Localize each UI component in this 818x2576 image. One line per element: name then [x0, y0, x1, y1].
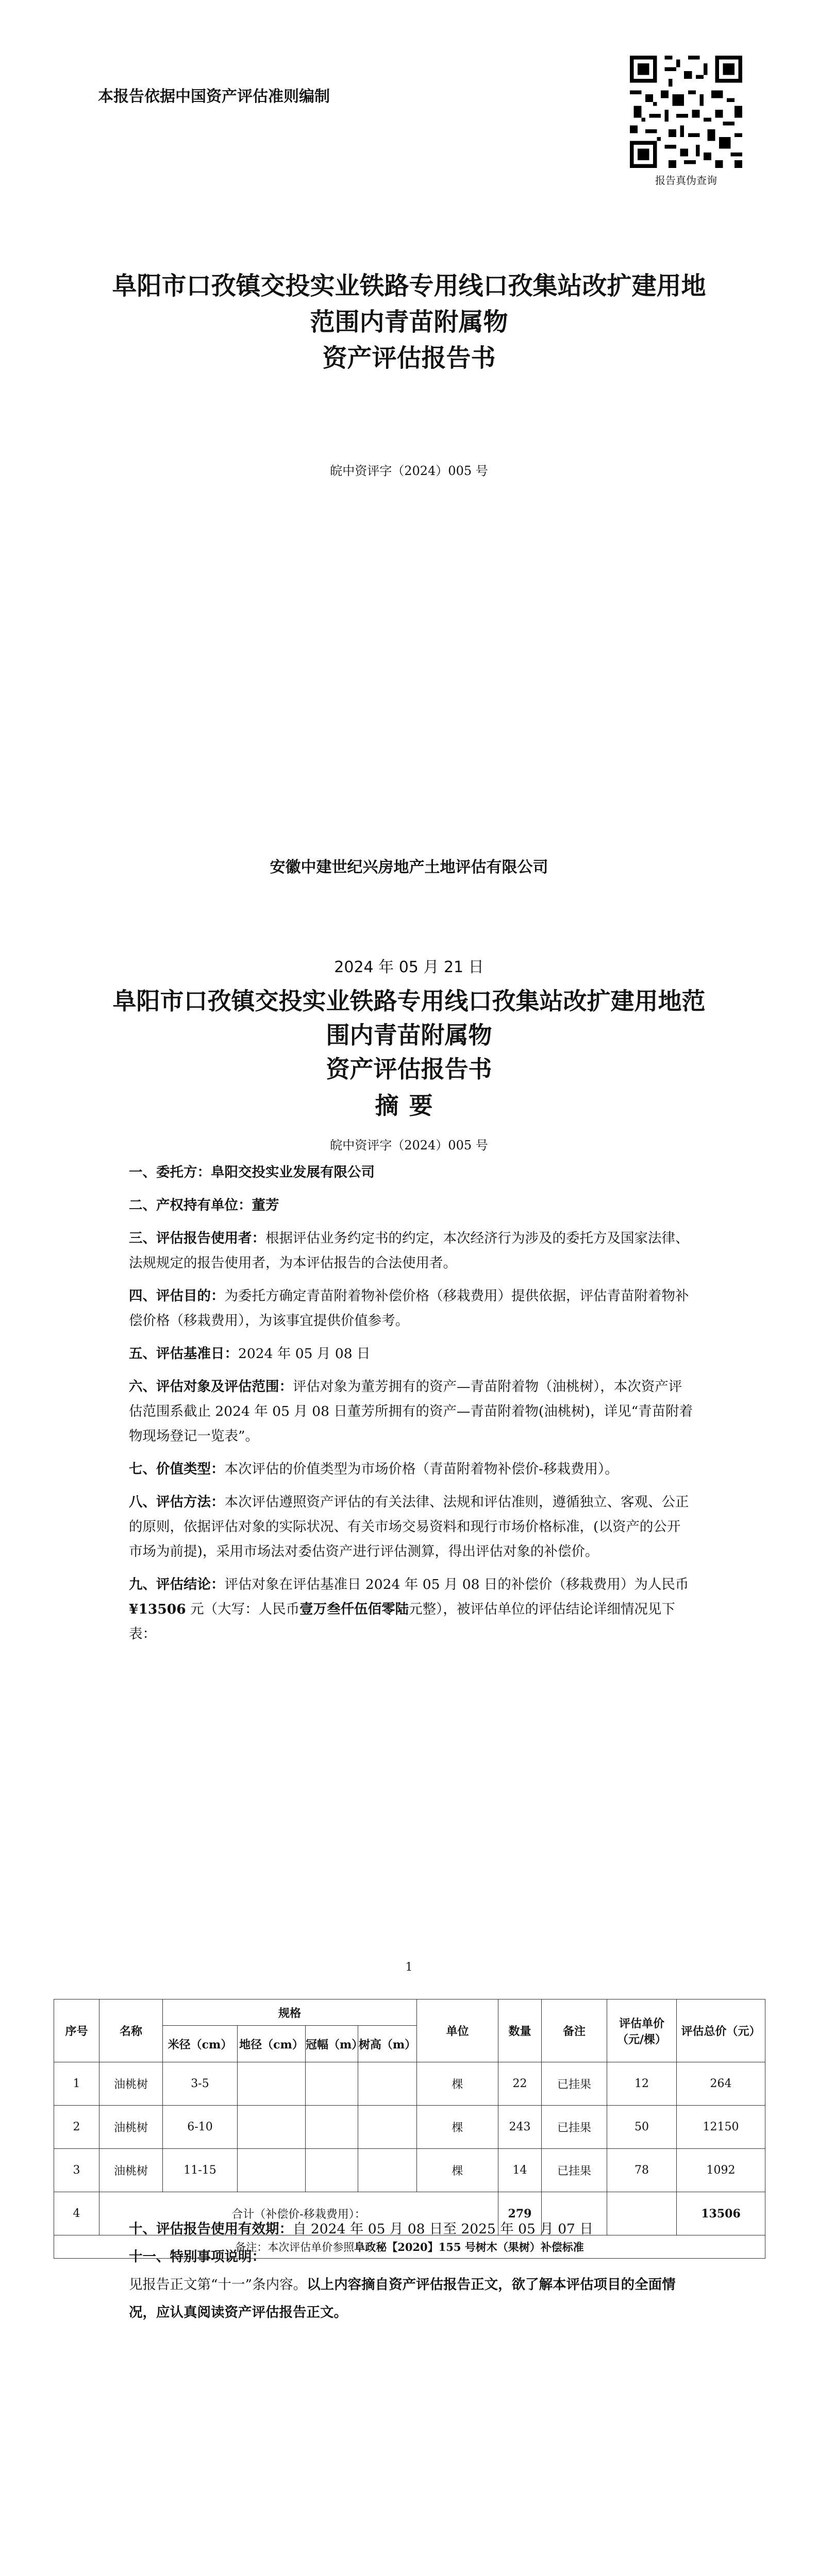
total-label: 合计（补偿价-移栽费用）：: [99, 2192, 498, 2235]
col-header-spec: 规格: [163, 1999, 417, 2026]
qr-code-graphic: [630, 56, 742, 168]
summary-item-base-date: 五、评估基准日：2024 年 05 月 08 日: [129, 1346, 371, 1362]
summary-item-special-notes: 十一、特别事项说明：: [129, 2249, 265, 2265]
report-date: 2024 年 05 月 21 日: [334, 958, 484, 976]
qr-code-icon[interactable]: [630, 56, 742, 168]
total-amount: 13506: [677, 2192, 765, 2235]
col-header-unit: 单位: [417, 1999, 498, 2062]
cover-title-line: 范围内青苗附属物: [310, 308, 508, 336]
summary-title: [0, 984, 818, 1086]
table-row: 3 油桃树 11-15 棵 14 已挂果 78 1092: [54, 2149, 765, 2192]
col-header-dbh: 米径（cm）: [163, 2026, 238, 2062]
col-header-crown: 冠幅（m）: [306, 2026, 358, 2062]
cover-doc-number: 皖中资评字（2024）005 号: [330, 464, 488, 478]
summary-item-scope: 六、评估对象及评估范围：评估对象为董芳拥有的资产—青苗附着物（油桃树），本次资产评估范围系截止 2024 年 05 月 08 日董芳所拥有的资产—青苗附着物(油桃树)，详见“青苗附着物现场登记一览表”。: [129, 1379, 693, 1444]
summary-title-line: 资产评估报告书: [326, 1055, 492, 1083]
table-note: 备注：本次评估单价参照阜政秘【2020】155 号树木（果树）补偿标准: [54, 2235, 765, 2259]
abstract-heading: 摘要: [375, 1092, 443, 1120]
col-header-unit-price: 评估单价（元/棵）: [607, 1999, 677, 2062]
summary-title-line: 围内青苗附属物: [326, 1021, 492, 1049]
summary-item-users: 三、评估报告使用者：根据评估业务约定书的约定，本次经济行为涉及的委托方及国家法律、法规规定的报告使用者，为本评估报告的合法使用者。: [129, 1230, 689, 1271]
col-header-no: 序号: [54, 1999, 99, 2062]
summary-body: [129, 1160, 694, 1655]
summary-item-method: 八、评估方法：本次评估遵照资产评估的有关法律、法规和评估准则，遵循独立、客观、公正的原则，依据评估对象的实际状况、有关市场交易资料和现行市场价格标准，(以资产的公开市场为前提)，采用市场法对委估资产进行评估测算，得出评估对象的补偿价。: [129, 1494, 689, 1560]
total-quantity: 279: [498, 2192, 542, 2235]
report-basis-header: 本报告依据中国资产评估准则编制: [98, 88, 330, 106]
col-header-height: 树高（m）: [358, 2026, 417, 2062]
summary-doc-number: 皖中资评字（2024）005 号: [330, 1138, 488, 1153]
summary-item-validity: 十、评估报告使用有效期：自 2024 年 05 月 08 日至 2025 年 05 月 07 日: [129, 2221, 593, 2237]
summary-item-value-type: 七、价值类型：本次评估的价值类型为市场价格（青苗附着物补偿价-移栽费用）。: [129, 1461, 619, 1477]
cover-title-line: 资产评估报告书: [322, 344, 496, 372]
col-header-ground-diameter: 地径（cm）: [238, 2026, 306, 2062]
col-header-remark: 备注: [542, 1999, 607, 2062]
col-header-qty: 数量: [498, 1999, 542, 2062]
summary-item-client: 一、委托方：阜阳交投实业发展有限公司: [129, 1164, 375, 1180]
cover-title-line: 阜阳市口孜镇交投实业铁路专用线口孜集站改扩建用地: [112, 272, 706, 300]
summary-item-purpose: 四、评估目的：为委托方确定青苗附着物补偿价格（移栽费用）提供依据，评估青苗附着物补偿价格（移栽费用），为该事宜提供价值参考。: [129, 1288, 689, 1329]
table-header-row: [54, 1999, 765, 2026]
company-name: 安徽中建世纪兴房地产土地评估有限公司: [270, 858, 548, 876]
col-header-name: 名称: [99, 1999, 163, 2062]
table-row: 2 油桃树 6-10 棵 243 已挂果 50 12150: [54, 2106, 765, 2149]
cover-title: [0, 268, 818, 376]
qr-caption: 报告真伪查询: [655, 174, 717, 187]
summary-item-owner: 二、产权持有单位：董芳: [129, 1197, 279, 1213]
special-notes-text: 见报告正文第“十一”条内容。以上内容摘自资产评估报告正文，欲了解本评估项目的全面情况，应认真阅读资产评估报告正文。: [129, 2277, 676, 2320]
col-header-total-price: 评估总价（元）: [677, 1999, 765, 2062]
table-row: 1 油桃树 3-5 棵 22 已挂果 12 264: [54, 2062, 765, 2106]
page-number: 1: [405, 1961, 413, 1974]
summary-title-line: 阜阳市口孜镇交投实业铁路专用线口孜集站改扩建用地范: [112, 987, 706, 1015]
summary-bottom: [129, 2215, 694, 2327]
table-total-row: 4 合计（补偿价-移栽费用）： 279 13506: [54, 2192, 765, 2235]
summary-item-conclusion: 九、评估结论：评估对象在评估基准日 2024 年 05 月 08 日的补偿价（移栽费用）为人民币¥13506 元（大写：人民币壹万叁仟伍佰零陆元整），被评估单位的评估结论详细情况见下表：: [129, 1577, 689, 1642]
